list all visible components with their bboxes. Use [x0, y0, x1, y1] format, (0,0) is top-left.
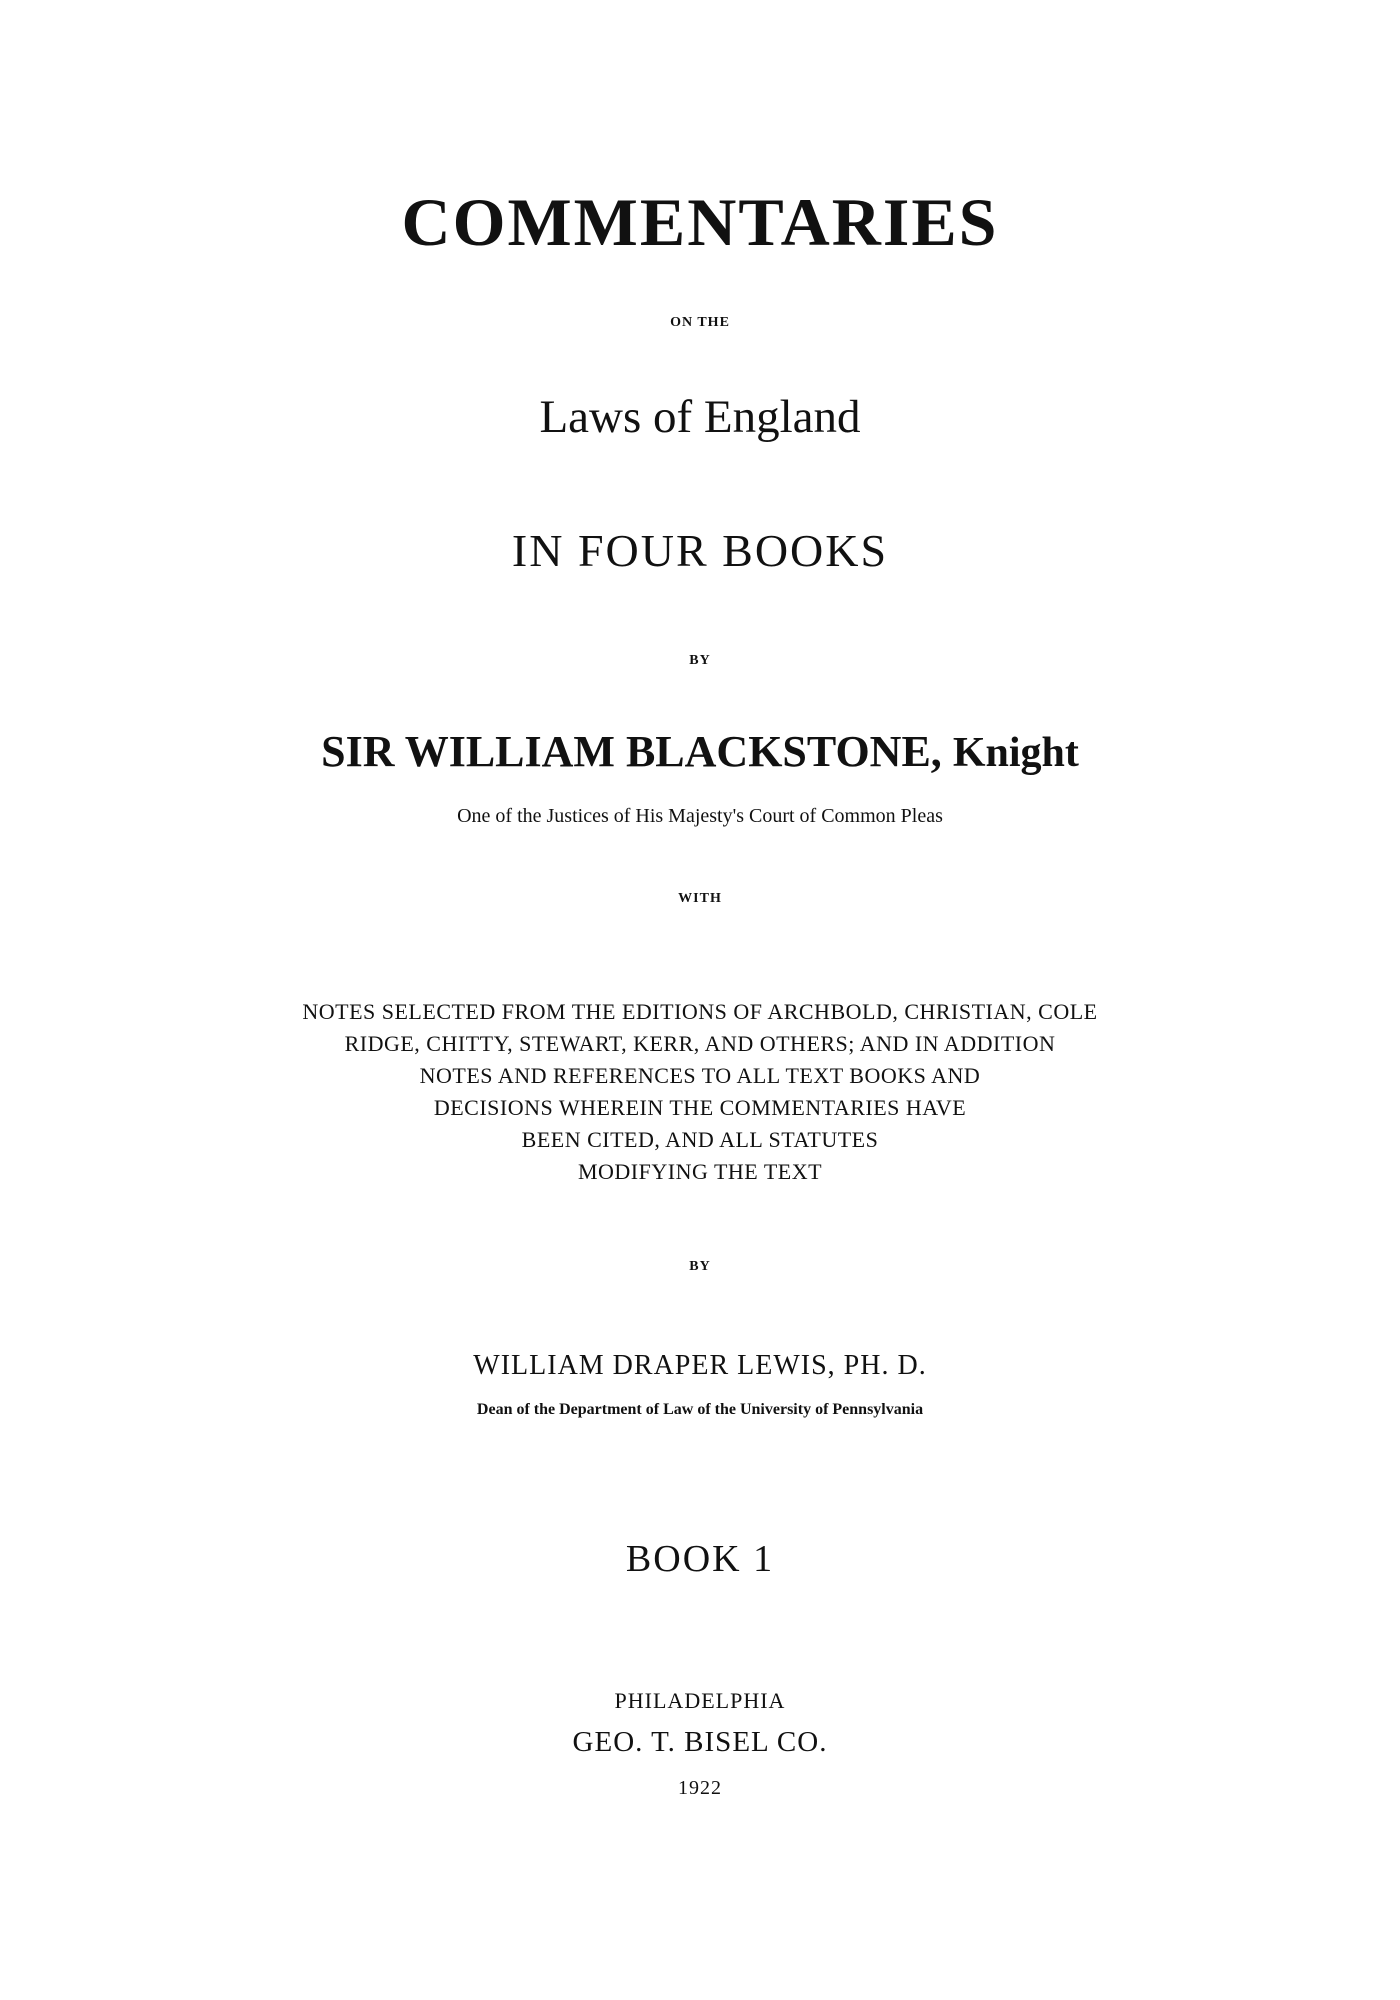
- publisher-name: GEO. T. BISEL CO.: [572, 1726, 828, 1758]
- book-subtitle: Laws of England: [539, 391, 861, 443]
- notes-description: [0, 996, 1400, 1188]
- editor-position: Dean of the Department of Law of the University of Pennsylvania: [476, 1401, 924, 1418]
- volumes-label: IN FOUR BOOKS: [511, 525, 889, 576]
- by-label: BY: [689, 653, 711, 668]
- with-label: WITH: [678, 891, 722, 906]
- author-title: Knight: [952, 730, 1079, 776]
- notes-line: RIDGE, CHITTY, STEWART, KERR, AND OTHERS; AND IN ADDITION: [344, 1031, 1056, 1056]
- on-the-label: ON THE: [670, 315, 730, 330]
- editor-name: WILLIAM DRAPER LEWIS, PH. D.: [473, 1350, 927, 1381]
- notes-line: NOTES SELECTED FROM THE EDITIONS OF ARCHBOLD, CHRISTIAN, COLE: [302, 999, 1098, 1024]
- book-title: COMMENTARIES: [401, 184, 999, 260]
- author-name: [0, 727, 1400, 776]
- publication-year: 1922: [678, 1777, 722, 1799]
- notes-line: NOTES AND REFERENCES TO ALL TEXT BOOKS AND: [419, 1063, 981, 1088]
- book-number: BOOK 1: [625, 1538, 775, 1580]
- notes-line: DECISIONS WHEREIN THE COMMENTARIES HAVE: [433, 1095, 967, 1120]
- notes-line: MODIFYING THE TEXT: [577, 1159, 823, 1184]
- by-label-editor: BY: [689, 1259, 711, 1274]
- publisher-city: PHILADELPHIA: [614, 1688, 786, 1713]
- author-name-main: SIR WILLIAM BLACKSTONE,: [321, 727, 942, 776]
- notes-line: BEEN CITED, AND ALL STATUTES: [521, 1127, 879, 1152]
- author-position: One of the Justices of His Majesty's Court of Common Pleas: [457, 805, 943, 827]
